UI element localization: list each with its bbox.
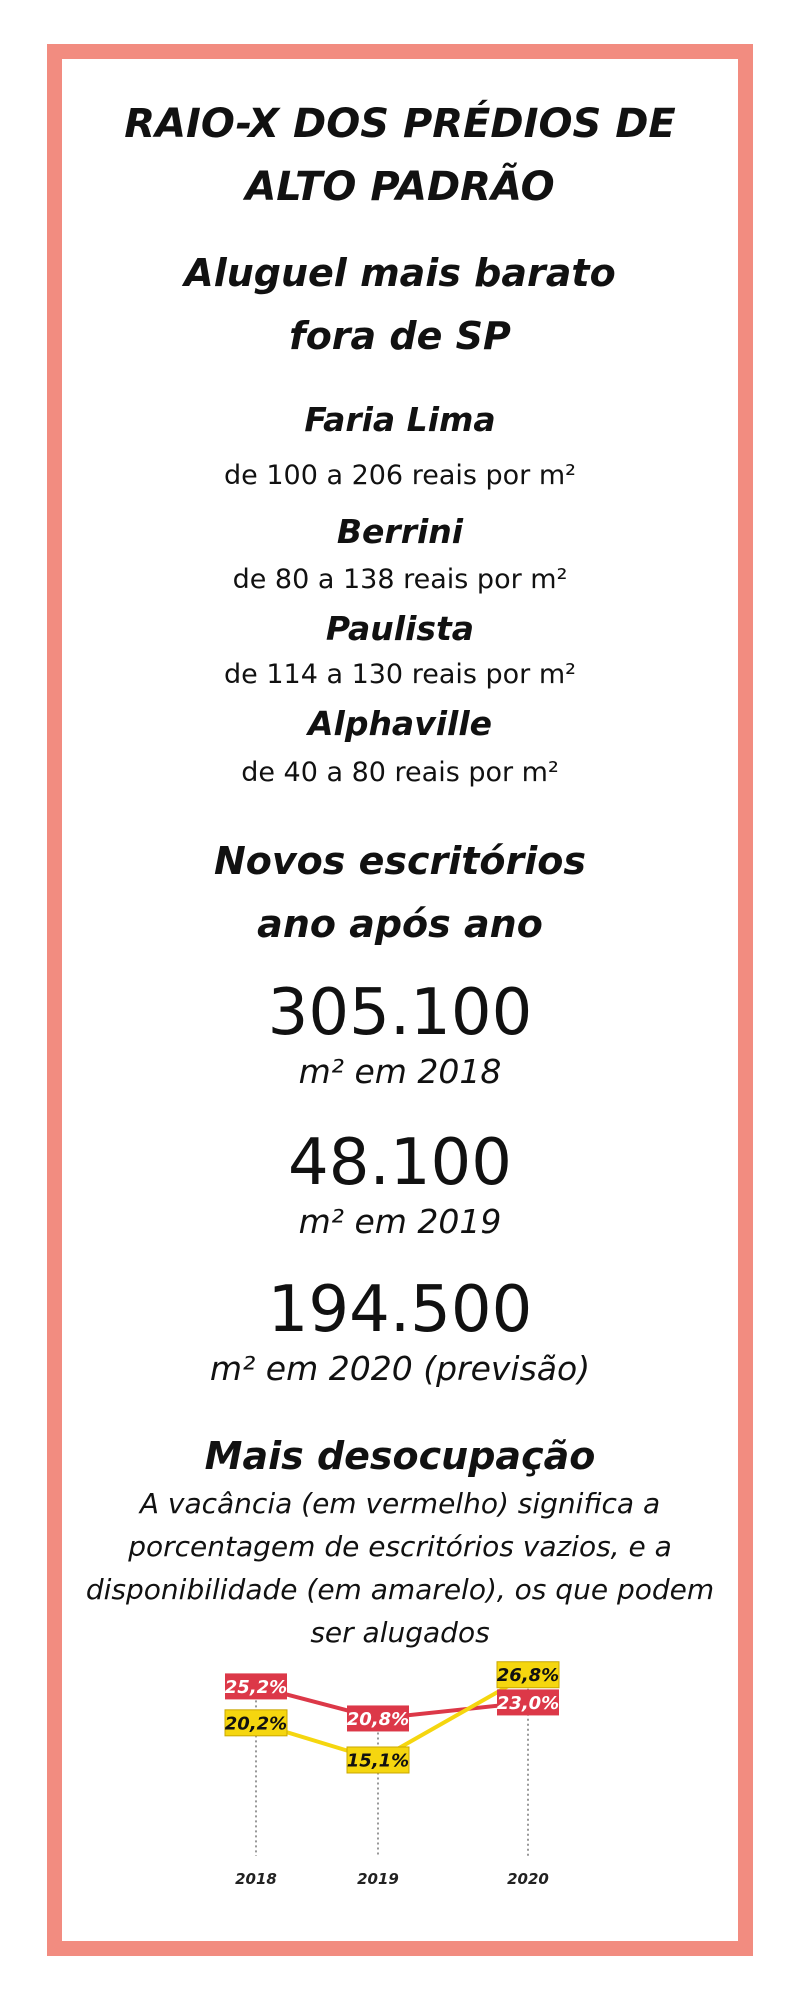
location-range-berrini: de 80 a 138 reais por m² [232, 564, 568, 595]
location-name-faria-lima: Faria Lima [304, 400, 496, 439]
location-name-alphaville: Alphaville [307, 704, 493, 743]
location-name-berrini: Berrini [336, 512, 464, 551]
vacancy-heading: Mais desocupação [204, 1434, 596, 1478]
rent-heading-line-1: Aluguel mais barato [184, 251, 616, 295]
x-tick-label-2020: 2020 [507, 1870, 549, 1888]
x-tick-label-2018: 2018 [235, 1870, 277, 1888]
vacancy-description-line-4: ser alugados [310, 1616, 490, 1649]
page-title-line-1: RAIO-X DOS PRÉDIOS DE [124, 101, 676, 147]
stat-value-2020: 194.500 [267, 1273, 533, 1347]
vacancy-description [0, 1482, 800, 1654]
location-range-alphaville: de 40 a 80 reais por m² [241, 757, 559, 788]
vacancy-description-line-1: A vacância (em vermelho) significa a [139, 1487, 661, 1520]
stat-value-2019: 48.100 [288, 1126, 512, 1200]
rent-heading-line-2: fora de SP [289, 314, 511, 358]
data-label-availability-2018: 20,2% [224, 1713, 288, 1735]
offices-heading-line-2: ano após ano [257, 902, 543, 946]
page-title [0, 93, 800, 219]
stat-note-2020: m² em 2020 (previsão) [209, 1349, 591, 1388]
data-label-vacancy-2020: 23,0% [496, 1692, 560, 1714]
rent-heading [0, 242, 800, 368]
data-label-vacancy-2018: 25,2% [224, 1676, 288, 1698]
vacancy-chart [0, 1660, 800, 1900]
x-tick-label-2019: 2019 [357, 1870, 399, 1888]
offices-heading [0, 830, 800, 956]
data-label-availability-2019: 15,1% [346, 1750, 410, 1772]
page-title-line-2: ALTO PADRÃO [245, 164, 555, 210]
data-label-vacancy-2019: 20,8% [346, 1708, 410, 1730]
offices-heading-line-1: Novos escritórios [213, 839, 587, 883]
stat-note-2019: m² em 2019 [298, 1202, 502, 1241]
vacancy-description-line-3: disponibilidade (em amarelo), os que podem [85, 1573, 715, 1606]
data-label-availability-2020: 26,8% [496, 1665, 560, 1687]
location-range-faria-lima: de 100 a 206 reais por m² [224, 460, 576, 491]
location-name-paulista: Paulista [325, 609, 475, 648]
stat-note-2018: m² em 2018 [298, 1052, 502, 1091]
stat-value-2018: 305.100 [267, 976, 533, 1050]
vacancy-description-line-2: porcentagem de escritórios vazios, e a [128, 1530, 672, 1563]
location-range-paulista: de 114 a 130 reais por m² [224, 659, 576, 690]
